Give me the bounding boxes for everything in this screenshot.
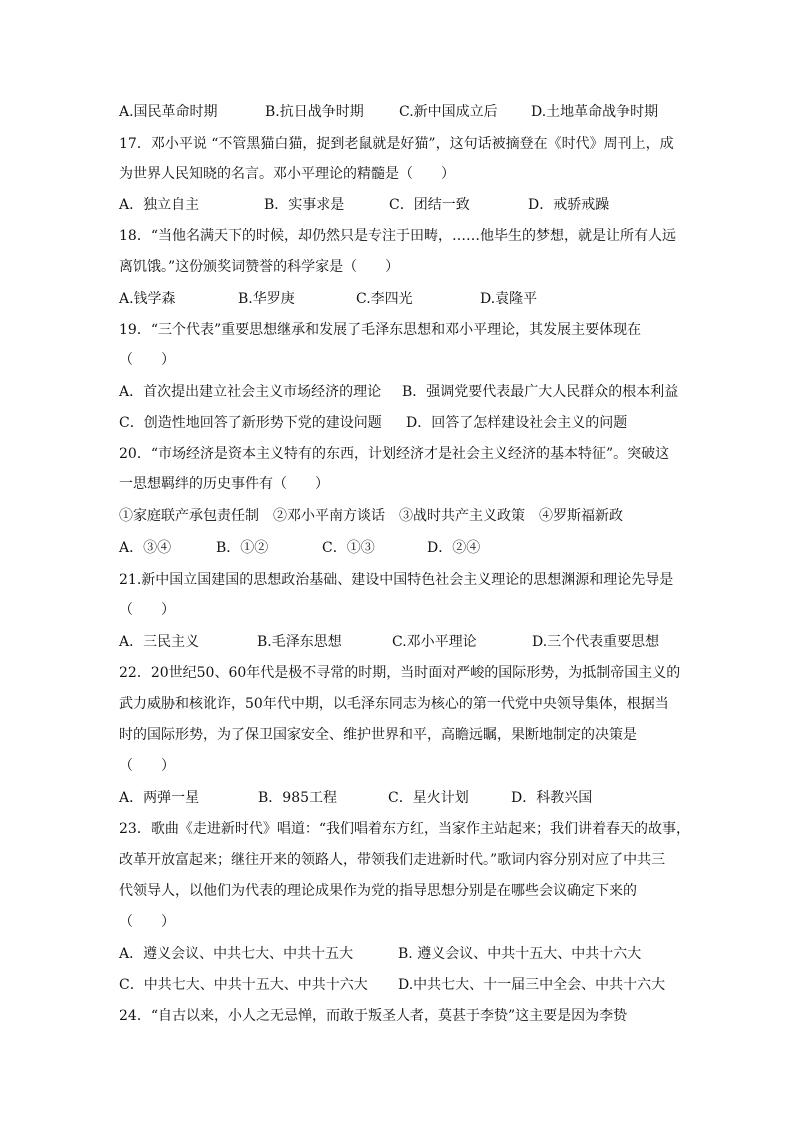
q23-stem-line-3: 代领导人，以他们为代表的理论成果作为党的指导思想分别是在哪些会议确定下来的: [119, 883, 637, 899]
q18-option-a: A.钱学森: [119, 291, 176, 307]
q21-option-a: A．三民主义: [119, 634, 200, 650]
q23-stem-line-2: 改革开放富起来；继往开来的领路人，带领我们走进新时代。”歌词内容分别对应了中共三: [119, 852, 666, 868]
q18-stem-line-1: 18．“当他名满天下的时候，却仍然只是专注于田畴，……他毕生的梦想，就是让所有人远: [119, 228, 676, 244]
q23-stem-line-4: （ ）: [119, 914, 175, 930]
q20-items-line: ①家庭联产承包责任制 ②邓小平南方谈话 ③战时共产主义政策 ④罗斯福新政: [119, 508, 623, 524]
q18-option-d: D.袁隆平: [480, 291, 538, 307]
q22-stem-line-3: 时的国际形势，为了保卫国家安全、维护世界和平，高瞻远瞩，果断地制定的决策是: [119, 727, 637, 743]
q21-option-c: C.邓小平理论: [392, 634, 477, 650]
q23-option-d: D.中共七大、十一届三中全会、中共十六大: [398, 977, 666, 993]
q17-option-b: B．实事求是: [264, 197, 345, 213]
q23-option-c: C．中共七大、中共十五大、中共十六大: [119, 977, 368, 993]
q19-stem-line-1: 19．“三个代表”重要思想继承和发展了毛泽东思想和邓小平理论，其发展主要体现在: [119, 322, 642, 338]
q17-stem-line-1: 17．邓小平说 “不管黑猫白猫，捉到老鼠就是好猫”，这句话被摘登在《时代》周刊上，成: [119, 136, 674, 152]
q19-option-d: D．回答了怎样建设社会主义的问题: [406, 415, 628, 431]
q20-stem-line-2: 一思想羁绊的历史事件有（ ）: [119, 476, 329, 492]
q18-option-b: B.华罗庚: [238, 291, 295, 307]
q20-stem-line-1: 20．“市场经济是资本主义特有的东西，计划经济才是社会主义经济的基本特征”。突破这: [119, 446, 670, 462]
q22-option-c: C．星火计划: [388, 790, 469, 806]
q21-stem-line-2: （ ）: [119, 602, 175, 618]
q16-option-b: B.抗日战争时期: [265, 104, 364, 120]
q18-option-c: C.李四光: [356, 291, 413, 307]
q24-stem-line-1: 24．“自古以来，小人之无忌惮，而敢于叛圣人者，莫甚于李贽”这主要是因为李贽: [119, 1008, 628, 1024]
q19-option-a: A．首次提出建立社会主义市场经济的理论: [119, 384, 382, 400]
q17-option-c: C．团结一致: [389, 197, 470, 213]
q22-option-d: D．科教兴国: [511, 790, 593, 806]
q19-option-b: B．强调党要代表最广大人民群众的根本利益: [402, 384, 679, 400]
q20-option-c: C．①③: [322, 540, 375, 556]
q20-option-b: B．①②: [216, 540, 269, 556]
q19-stem-line-2: （ ）: [119, 352, 175, 368]
q22-stem-line-2: 武力威胁和核讹诈，50年代中期，以毛泽东同志为核心的第一代党中央领导集体，根据当: [119, 696, 669, 712]
q23-option-b: B. 遵义会议、中共十五大、中共十六大: [398, 946, 642, 962]
q21-stem-line-1: 21.新中国立国建国的思想政治基础、建设中国特色社会主义理论的思想渊源和理论先导是: [119, 572, 674, 588]
q16-option-c: C.新中国成立后: [399, 104, 498, 120]
q17-option-a: A．独立自主: [119, 197, 200, 213]
q22-option-b: B．985工程: [258, 790, 338, 806]
q16-option-a: A.国民革命时期: [119, 104, 218, 120]
q22-option-a: A．两弹一星: [119, 790, 200, 806]
q22-stem-line-1: 22．20世纪50、60年代是极不寻常的时期，当时面对严峻的国际形势，为抵制帝国主义的: [119, 665, 681, 681]
q23-stem-line-1: 23．歌曲《走进新时代》唱道：“我们唱着东方红，当家作主站起来；我们讲着春天的故事，: [119, 821, 690, 837]
q16-option-d: D.土地革命战争时期: [531, 104, 659, 120]
q21-option-b: B.毛泽东思想: [257, 634, 342, 650]
q20-option-d: D．②④: [427, 540, 481, 556]
q21-option-d: D.三个代表重要思想: [532, 634, 660, 650]
q17-stem-line-2: 为世界人民知晓的名言。邓小平理论的精髓是（ ）: [119, 166, 455, 182]
q22-stem-line-4: （ ）: [119, 758, 175, 774]
q17-option-d: D．戒骄戒躁: [528, 197, 610, 213]
q20-option-a: A．③④: [119, 540, 172, 556]
q18-stem-line-2: 离饥饿。”这份颁奖词赞誉的科学家是（ ）: [119, 259, 400, 275]
q23-option-a: A．遵义会议、中共七大、中共十五大: [119, 946, 354, 962]
q19-option-c: C．创造性地回答了新形势下党的建设问题: [119, 415, 382, 431]
